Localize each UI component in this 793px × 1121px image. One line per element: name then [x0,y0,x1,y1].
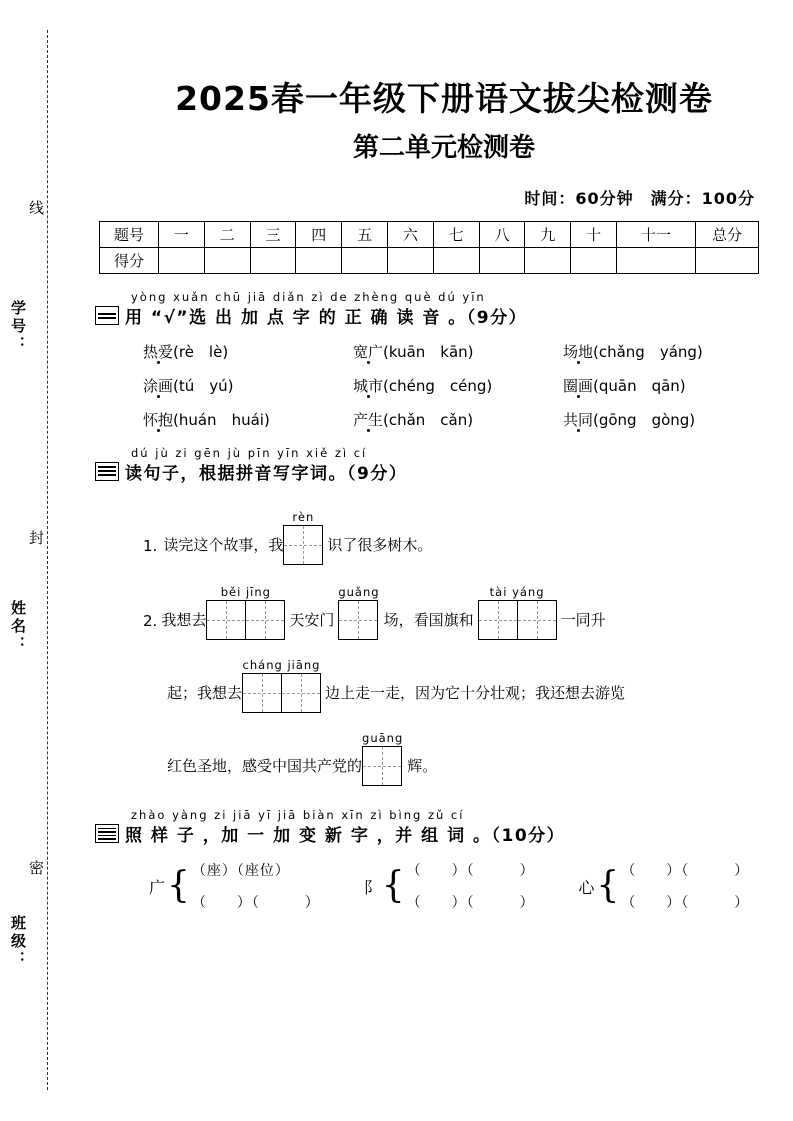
cell-七: 七 [433,222,479,248]
emphasis-dot [367,429,370,432]
q1-text-after: 识了很多树木。 [327,536,433,555]
cell-十: 十 [571,222,617,248]
q2-text-2: 天安门 [289,611,335,630]
cell-六: 六 [387,222,433,248]
emphasis-dot [157,395,160,398]
score-cell-5[interactable] [342,248,388,274]
radical-label: 广 [149,877,166,897]
q2-answer-block-guanghui[interactable] [362,731,403,786]
margin-label-name: 姓名： [9,600,27,654]
choice-row-1 [143,341,793,362]
section-1-heading [95,303,793,328]
q1-pinyin-hint: rèn [292,510,315,525]
cell-得分: 得分 [100,248,159,274]
choice-item[interactable] [143,409,353,430]
choice-item[interactable] [353,375,563,396]
answer-line[interactable]: （座）（座位） [191,863,290,880]
answer-line[interactable]: （ ）（ ） [621,895,750,912]
score-cell-9[interactable] [525,248,571,274]
cell-三: 三 [250,222,296,248]
section-1-heading-text: 用 “√”选 出 加 点 字 的 正 确 读 音 。（9分） [125,308,528,329]
radical-answer-lines[interactable] [407,860,535,912]
cell-十一: 十一 [617,222,696,248]
choice-item[interactable] [563,409,763,430]
table-row-score [100,248,759,274]
choice-item[interactable] [563,375,763,396]
q2-text-7: 红色圣地，感受中国共产党的 [167,757,363,776]
tianzi-box[interactable] [242,673,282,713]
choice-text: 涂画(tú yú) [143,377,234,396]
choice-item[interactable] [143,375,353,396]
choice-item[interactable] [143,341,353,362]
q2-answer-block-taiyang[interactable] [478,585,557,640]
margin-label-class: 班级： [9,915,27,969]
q2-text-8: 辉。 [407,757,438,776]
emphasis-dot [367,395,370,398]
tianzi-box[interactable] [245,600,285,640]
q2-answer-block-beijing[interactable] [206,585,285,640]
choice-text: 热爱(rè lè) [143,343,229,362]
emphasis-dot [577,361,580,364]
margin-label-secret: 密 [27,860,45,878]
page-title: 2025春一年级下册语文拔尖检测卷 [175,79,713,118]
cell-八: 八 [479,222,525,248]
cell-九: 九 [525,222,571,248]
table-row-header [100,222,759,248]
choice-item[interactable] [353,341,563,362]
answer-line[interactable]: （ ）（ ） [191,895,320,912]
choice-text: 城市(chéng céng) [353,377,493,396]
section-3 [95,808,793,912]
section-2-heading-text: 读句子，根据拼音写字词。（9分） [125,464,408,485]
section-1-pinyin: yòng xuǎn chū jiā diǎn zì de zhèng què dú yīn [131,290,486,305]
choice-item[interactable] [563,341,763,362]
brace-icon: { [596,864,620,906]
page-subtitle: 第二单元检测卷 [352,133,535,164]
q2-text-4: 一同升 [560,611,606,630]
emphasis-dot [157,429,160,432]
q1-text-before: 读完这个故事，我 [163,536,284,555]
radical-label: 心 [578,877,595,897]
margin-label-student-id: 学号： [9,300,27,354]
choice-item[interactable] [353,409,563,430]
score-cell-2[interactable] [204,248,250,274]
score-cell-4[interactable] [296,248,342,274]
margin-label-seal: 封 [27,530,45,548]
section-2-pinyin: dú jù zi gēn jù pīn yīn xiě zì cí [131,446,368,461]
emphasis-dot [577,429,580,432]
section-2 [95,446,793,786]
section-number-icon-3 [95,824,119,843]
q2-pinyin-beijing: běi jīng [220,585,271,600]
question-2-2-line3 [167,731,793,786]
radical-group-guang[interactable] [149,860,364,912]
choice-text: 场地(chǎng yáng) [563,343,703,362]
margin-label-line: 线 [27,200,45,218]
q2-pinyin-guanghui: guāng [362,731,404,746]
brace-icon: { [381,864,405,906]
tianzi-box[interactable] [478,600,518,640]
section-2-heading [95,459,793,484]
q2-answer-block-guang[interactable] [338,585,379,640]
q2-pinyin-changjiang: cháng jiāng [242,658,321,673]
tianzi-box[interactable] [362,746,402,786]
choice-text: 怀抱(huán huái) [143,411,270,430]
score-cell-7[interactable] [433,248,479,274]
choice-text: 圈画(quān qān) [563,377,686,396]
choice-text: 宽广(kuān kān) [353,343,474,362]
question-2-1 [143,510,793,565]
choice-text: 产生(chǎn cǎn) [353,411,474,430]
tianzi-box[interactable] [283,525,323,565]
emphasis-dot [367,361,370,364]
cell-五: 五 [342,222,388,248]
radical-group-fu[interactable] [364,860,579,912]
q2-text-5: 起；我想去 [167,684,243,703]
cell-总分: 总分 [696,222,759,248]
choice-row-3 [143,409,793,430]
radical-group-xin[interactable] [578,860,793,912]
score-cell-6[interactable] [387,248,433,274]
tianzi-pair[interactable] [206,600,285,640]
cell-四: 四 [296,222,342,248]
cell-二: 二 [204,222,250,248]
q2-text-1: 我想去 [161,611,207,630]
exam-paper [95,0,793,1121]
section-3-pinyin: zhào yàng zi jiā yī jiā biàn xīn zì bìng zǔ cí [131,808,465,823]
q2-answer-block-changjiang[interactable] [242,658,321,713]
section-1 [95,290,793,430]
choice-row-2 [143,375,793,396]
score-cell-1[interactable] [159,248,205,274]
tianzi-box[interactable] [281,673,321,713]
choice-text: 共同(gōng gòng) [563,411,696,430]
score-cell-8[interactable] [479,248,525,274]
exam-margin-strip [0,0,95,1121]
emphasis-dot [157,361,160,364]
score-cell-3[interactable] [250,248,296,274]
answer-line[interactable]: （ ）（ ） [406,863,535,880]
radical-label: 阝 [363,877,380,897]
section-3-groups [149,860,793,912]
q2-pinyin-guang: guǎng [338,585,380,600]
section-3-heading [95,821,793,846]
fold-dashed-line [47,30,48,1090]
q1-answer-block[interactable] [283,510,323,565]
exam-meta: 时间：60分钟 满分：100分 [524,189,755,209]
score-table [99,221,759,274]
emphasis-dot [577,395,580,398]
question-2-2-line1 [143,585,793,640]
score-cell-total[interactable] [696,248,759,274]
cell-一: 一 [159,222,205,248]
tianzi-pair[interactable] [242,673,321,713]
q2-text-6: 边上走一走，因为它十分壮观；我还想去游览 [325,684,626,703]
section-number-icon-1 [95,306,119,325]
q1-number: 1. [143,537,158,556]
section-3-heading-text: 照 样 子 ，加 一 加 变 新 字 ，并 组 词 。（10分） [125,826,566,847]
q2-pinyin-taiyang: tài yáng [489,585,545,600]
answer-line[interactable]: （ ）（ ） [406,895,535,912]
section-number-icon-2 [95,462,119,481]
tianzi-box[interactable] [338,600,378,640]
brace-icon: { [167,864,190,906]
cell-题号: 题号 [100,222,159,248]
tianzi-pair[interactable] [478,600,557,640]
radical-answer-lines[interactable] [621,860,749,912]
answer-line[interactable]: （ ）（ ） [621,863,750,880]
tianzi-box[interactable] [206,600,246,640]
radical-answer-lines[interactable] [192,860,320,912]
score-cell-10[interactable] [571,248,617,274]
question-2-2-line2 [167,658,793,713]
tianzi-box[interactable] [517,600,557,640]
score-cell-11[interactable] [617,248,696,274]
q2-number: 2. [143,612,158,631]
q2-text-3: 场，看国旗和 [383,611,474,630]
